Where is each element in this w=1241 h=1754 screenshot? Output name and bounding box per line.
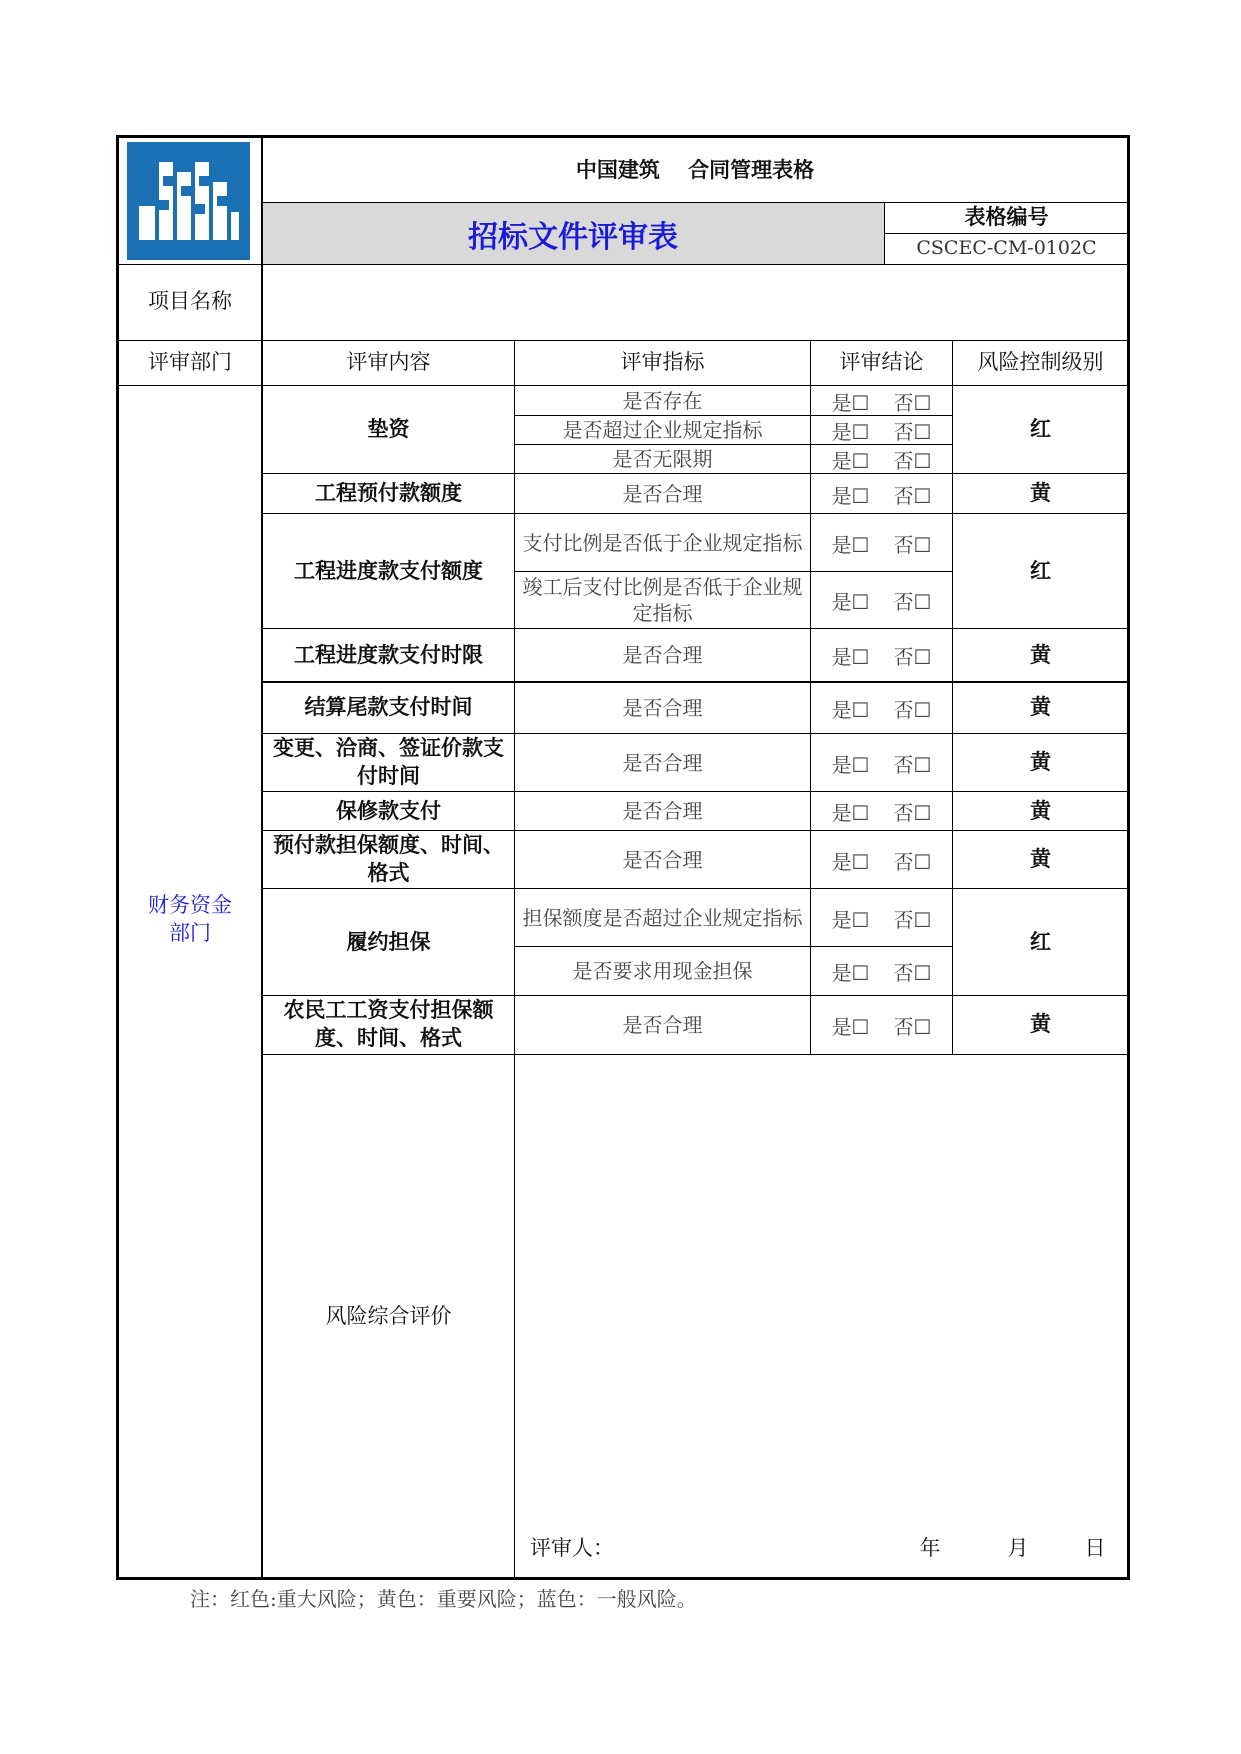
grid-line bbox=[118, 340, 1128, 341]
content-performance-guarantee: 履约担保 bbox=[346, 929, 431, 954]
indicator-text: 竣工后支付比例是否低于企业规定指标 bbox=[522, 574, 803, 625]
no-checkbox[interactable]: 否☐ bbox=[893, 532, 932, 557]
indicator-text: 是否合理 bbox=[622, 481, 703, 506]
indicator-text: 是否要求用现金担保 bbox=[572, 958, 753, 983]
indicator-text: 是否合理 bbox=[622, 643, 703, 668]
grid-line bbox=[515, 571, 952, 572]
risk-color-note: 注：红色:重大风险；黄色：重要风险；蓝色：一般风险。 bbox=[190, 1587, 697, 1611]
grid-line bbox=[262, 733, 1128, 734]
project-name-value[interactable] bbox=[263, 265, 1128, 339]
yes-checkbox[interactable]: 是☐ bbox=[831, 589, 870, 614]
content-wage-guarantee: 农民工工资支付担保额度、时间、格式 bbox=[283, 998, 494, 1050]
department-label bbox=[118, 880, 262, 960]
form-no-label: 表格编号 bbox=[964, 205, 1049, 230]
content-prepayment-guarantee: 预付款担保额度、时间、格式 bbox=[273, 833, 504, 885]
yes-no-checkboxes[interactable] bbox=[811, 572, 952, 628]
no-checkbox[interactable]: 否☐ bbox=[893, 907, 932, 932]
content-change-payment-time: 变更、洽商、签证价款支付时间 bbox=[273, 736, 504, 788]
risk-level: 黄 bbox=[1030, 481, 1051, 506]
content-final-payment-time: 结算尾款支付时间 bbox=[304, 695, 473, 720]
grid-line bbox=[515, 946, 952, 947]
day-label: 日 bbox=[1084, 1536, 1106, 1561]
yes-checkbox[interactable]: 是☐ bbox=[831, 697, 870, 722]
indicator-text: 是否存在 bbox=[622, 388, 703, 413]
no-checkbox[interactable]: 否☐ bbox=[893, 849, 932, 874]
yes-checkbox[interactable]: 是☐ bbox=[831, 483, 870, 508]
indicator-text: 是否合理 bbox=[622, 1012, 703, 1037]
yes-no-checkboxes[interactable] bbox=[811, 683, 952, 733]
grid-line bbox=[262, 888, 1128, 889]
overall-assessment-area[interactable] bbox=[515, 1056, 1128, 1526]
no-checkbox[interactable]: 否☐ bbox=[893, 801, 932, 825]
grid-line bbox=[810, 340, 811, 1054]
cscec-logo bbox=[127, 142, 250, 260]
grid-line bbox=[262, 681, 1128, 683]
project-name-label: 项目名称 bbox=[148, 289, 232, 314]
content-progress-payment-amount: 工程进度款支付额度 bbox=[294, 558, 483, 583]
risk-level: 黄 bbox=[1030, 750, 1051, 775]
risk-level: 红 bbox=[1030, 417, 1051, 442]
indicator-text: 是否合理 bbox=[622, 799, 703, 824]
yes-no-checkboxes[interactable] bbox=[811, 416, 952, 444]
yes-checkbox[interactable]: 是☐ bbox=[831, 907, 870, 932]
risk-level: 黄 bbox=[1030, 798, 1051, 823]
month-label: 月 bbox=[1007, 1536, 1029, 1561]
yes-checkbox[interactable]: 是☐ bbox=[831, 645, 870, 669]
yes-no-checkboxes[interactable] bbox=[811, 445, 952, 473]
department-text: 财务资金部门 bbox=[148, 893, 232, 945]
yes-checkbox[interactable]: 是☐ bbox=[831, 960, 870, 985]
grid-line bbox=[515, 444, 952, 445]
no-checkbox[interactable]: 否☐ bbox=[893, 1014, 932, 1039]
risk-level: 黄 bbox=[1030, 1012, 1051, 1037]
form-title: 招标文件评审表 bbox=[262, 203, 884, 264]
grid-line bbox=[262, 202, 1128, 203]
grid-line bbox=[262, 473, 1128, 474]
grid-line bbox=[262, 513, 1128, 514]
cscec-logo-mark bbox=[127, 142, 250, 260]
content-warranty-payment: 保修款支付 bbox=[336, 798, 441, 823]
yes-checkbox[interactable]: 是☐ bbox=[831, 448, 870, 473]
yes-no-checkboxes[interactable] bbox=[811, 515, 952, 571]
col-content: 评审内容 bbox=[346, 350, 431, 375]
indicator-text: 是否超过企业规定指标 bbox=[562, 417, 763, 442]
yes-no-checkboxes[interactable] bbox=[811, 735, 952, 791]
grid-line bbox=[262, 1054, 1128, 1055]
risk-level: 黄 bbox=[1030, 642, 1051, 667]
no-checkbox[interactable]: 否☐ bbox=[893, 960, 932, 985]
yes-checkbox[interactable]: 是☐ bbox=[831, 1014, 870, 1039]
grid-line bbox=[262, 995, 1128, 996]
no-checkbox[interactable]: 否☐ bbox=[893, 419, 932, 444]
content-advance-funding: 垫资 bbox=[367, 417, 410, 442]
indicator-text: 是否合理 bbox=[622, 847, 703, 872]
col-dept: 评审部门 bbox=[148, 350, 232, 375]
overall-assessment-label: 风险综合评价 bbox=[325, 1304, 452, 1329]
col-indicator: 评审指标 bbox=[620, 350, 705, 375]
grid-line bbox=[118, 264, 1128, 265]
grid-line bbox=[884, 202, 885, 264]
indicator-text: 是否合理 bbox=[622, 750, 703, 775]
grid-line bbox=[261, 137, 263, 1578]
col-conclusion: 评审结论 bbox=[839, 350, 924, 375]
no-checkbox[interactable]: 否☐ bbox=[893, 697, 932, 722]
grid-line bbox=[262, 830, 1128, 831]
form-no: CSCEC-CM-0102C bbox=[916, 237, 1097, 260]
content-progress-payment-time: 工程进度款支付时限 bbox=[294, 642, 483, 667]
risk-level: 黄 bbox=[1030, 847, 1051, 872]
yes-checkbox[interactable]: 是☐ bbox=[831, 419, 870, 444]
yes-checkbox[interactable]: 是☐ bbox=[831, 532, 870, 557]
no-checkbox[interactable]: 否☐ bbox=[893, 483, 932, 508]
reviewer-label: 评审人： bbox=[530, 1536, 614, 1561]
yes-no-checkboxes[interactable] bbox=[811, 832, 952, 888]
year-label: 年 bbox=[919, 1536, 941, 1561]
indicator-text: 是否合理 bbox=[622, 695, 703, 720]
content-prepayment-amount: 工程预付款额度 bbox=[315, 481, 462, 506]
no-checkbox[interactable]: 否☐ bbox=[893, 448, 932, 473]
yes-no-checkboxes[interactable] bbox=[811, 997, 952, 1053]
no-checkbox[interactable]: 否☐ bbox=[893, 589, 932, 614]
yes-checkbox[interactable]: 是☐ bbox=[831, 849, 870, 874]
company-header: 中国建筑 合同管理表格 bbox=[575, 158, 815, 183]
col-risk: 风险控制级别 bbox=[977, 350, 1104, 375]
yes-no-checkboxes[interactable] bbox=[811, 387, 952, 415]
yes-checkbox[interactable]: 是☐ bbox=[831, 752, 870, 777]
grid-line bbox=[262, 791, 1128, 792]
risk-level: 黄 bbox=[1030, 695, 1051, 720]
no-checkbox[interactable]: 否☐ bbox=[893, 645, 932, 669]
grid-line bbox=[885, 233, 1128, 234]
yes-checkbox[interactable]: 是☐ bbox=[831, 390, 870, 415]
yes-checkbox[interactable]: 是☐ bbox=[831, 801, 870, 825]
indicator-text: 支付比例是否低于企业规定指标 bbox=[522, 530, 803, 555]
grid-line bbox=[118, 385, 1128, 386]
no-checkbox[interactable]: 否☐ bbox=[893, 390, 932, 415]
no-checkbox[interactable]: 否☐ bbox=[893, 752, 932, 777]
indicator-text: 是否无限期 bbox=[612, 446, 713, 471]
grid-line bbox=[262, 628, 1128, 629]
indicator-text: 担保额度是否超过企业规定指标 bbox=[522, 905, 803, 930]
risk-level: 红 bbox=[1030, 929, 1051, 954]
yes-no-checkboxes[interactable] bbox=[811, 947, 952, 995]
yes-no-checkboxes[interactable] bbox=[811, 630, 952, 681]
risk-level: 红 bbox=[1030, 558, 1051, 583]
grid-line bbox=[514, 340, 515, 1578]
grid-line bbox=[952, 340, 953, 1054]
yes-no-checkboxes[interactable] bbox=[811, 890, 952, 946]
yes-no-checkboxes[interactable] bbox=[811, 793, 952, 830]
yes-no-checkboxes[interactable] bbox=[811, 475, 952, 513]
grid-line bbox=[515, 415, 952, 416]
